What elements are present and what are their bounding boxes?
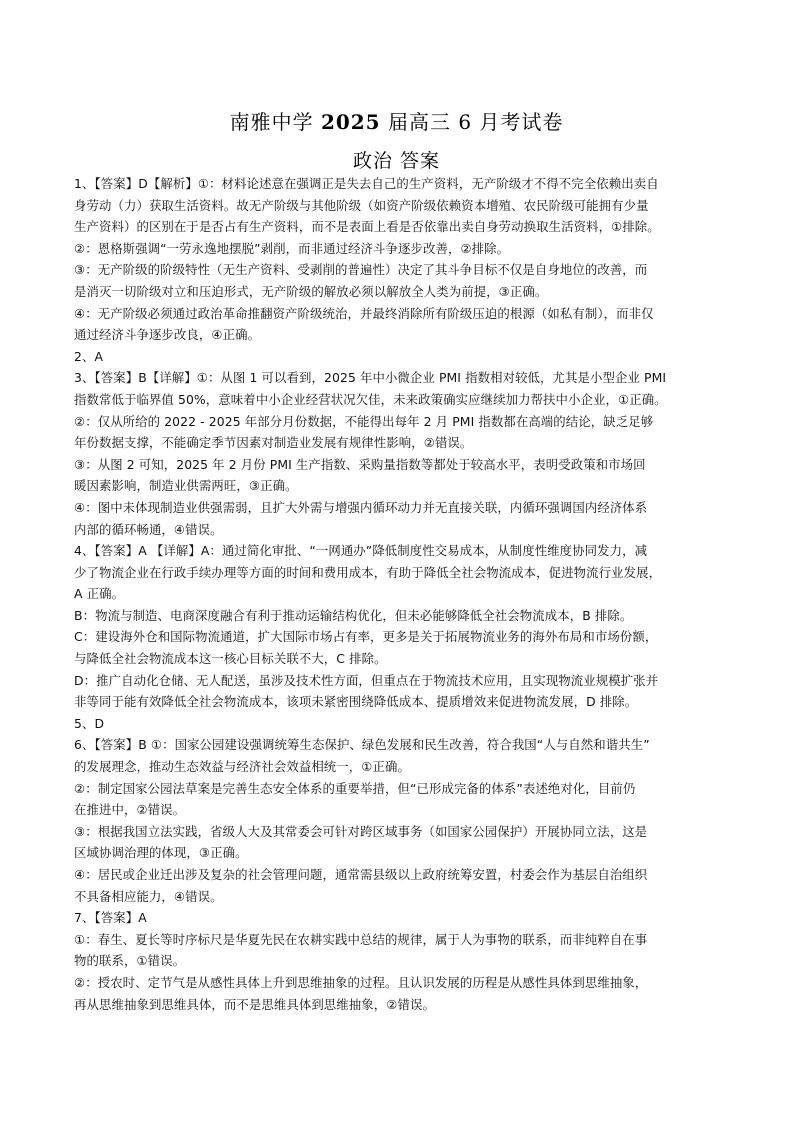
title-school: 南雅中学	[229, 110, 321, 134]
answer-line: ③：根据我国立法实践，省级人大及其常委会可针对跨区域事务（如国家公园保护）开展协同立法，这是	[74, 823, 648, 839]
answer-line: 身劳动（力）获取生活资料。故无产阶级与其他阶级（如资产阶级依赖资本增殖、农民阶级可能拥有少量	[74, 197, 649, 213]
answer-line: 在推进中，②错误。	[74, 802, 186, 818]
answer-line: ①：春生、夏长等时序标尺是华夏先民在农耕实践中总结的规律，属于人为事物的联系，而非纯粹自在事	[74, 931, 648, 947]
page-title	[0, 106, 793, 135]
answer-line: 内部的循环畅通，④错误。	[74, 521, 223, 537]
answer-line: 的发展理念，推动生态效益与经济社会效益相统一，①正确。	[74, 759, 410, 775]
answer-line: ④：无产阶级必须通过政治革命推翻资产阶级统治，并最终消除所有阶级压迫的根源（如私有制），而非仅	[74, 305, 654, 321]
answer-line: D：推广自动化仓储、无人配送，虽涉及技术性方面，但重点在于物流技术应用，且实现物流业规模扩张并	[74, 672, 659, 688]
answer-line: 7、【答案】A	[74, 910, 147, 926]
answer-body	[74, 173, 736, 1015]
answer-line: 3、【答案】B【详解】①：从图 1 可以看到，2025 年中小微企业 PMI 指数相对较低，尤其是小型企业 PMI	[74, 370, 667, 386]
answer-line: 不具备相应能力，④错误。	[74, 888, 223, 904]
title-exam: 届高三 6 月考试卷	[380, 110, 564, 134]
answer-line: ②：仅从所给的 2022 - 2025 年部分月份数据，不能得出每年 2 月 PMI 指数都在高端的结论，缺乏足够	[74, 413, 654, 429]
answer-line: B：物流与制造、电商深度融合有利于推动运输结构优化，但未必能够降低全社会物流成本，B 排除。	[74, 607, 633, 623]
answer-line: 5、D	[74, 715, 105, 731]
answer-line: 暖因素影响，制造业供需两旺，③正确。	[74, 478, 298, 494]
answer-line: 是消灭一切阶级对立和压迫形式，无产阶级的解放必须以解放全人类为前提，③正确。	[74, 283, 548, 299]
answer-line: 再从思维抽象到思维具体，而不是思维具体到思维抽象，②错误。	[74, 996, 435, 1012]
page-subtitle: 政治 答案	[352, 150, 441, 172]
answer-line: 指数常低于临界值 50%，意味着中小企业经营状况欠佳，未来政策确实应继续加力帮扶中小企业，①正确。	[74, 391, 667, 407]
answer-line: 6、【答案】B ①：国家公园建设强调统筹生态保护、绿色发展和民生改善，符合我国“人与自然和谐共生”	[74, 737, 650, 753]
title-year: 2025	[320, 110, 381, 134]
answer-line: 2、A	[74, 348, 104, 364]
answer-line: ③：从图 2 可知，2025 年 2 月份 PMI 生产指数、采购量指数等都处于较高水平，表明受政策和市场回	[74, 456, 646, 472]
answer-line: ②：制定国家公园法草案是完善生态安全体系的重要举措，但“已形成完备的体系”表述绝对化，目前仍	[74, 780, 636, 796]
answer-line: 年份数据支撑，不能确定季节因素对制造业发展有规律性影响，②错误。	[74, 435, 473, 451]
answer-line: ②：授农时、定节气是从感性具体上升到思维抽象的过程。且认识发展的历程是从感性具体到思维抽象，	[74, 974, 648, 990]
answer-line: 4、【答案】A 【详解】A：通过简化审批、“一网通办”降低制度性交易成本，从制度性维度协同发力，减	[74, 543, 648, 559]
answer-line: ④：图中未体现制造业供强需弱，且扩大外需与增强内循环动力并无直接关联，内循环强调国内经济体系	[74, 499, 648, 515]
answer-line: 非等同于能有效降低全社会物流成本，该项未紧密围绕降低成本、提质增效来促进物流发展，D 排除。	[74, 694, 638, 710]
answer-line: 少了物流企业在行政手续办理等方面的时间和费用成本，有助于降低全社会物流成本，促进物流行业发展，	[74, 564, 662, 580]
answer-line: 生产资料）的区别在于是否占有生产资料，而不是表面上看是否依靠出卖自身劳动换取生活资料，①排除。	[74, 219, 660, 235]
answer-line: 与降低全社会物流成本这一核心目标关联不大，C 排除。	[74, 651, 387, 667]
answer-line: 1、【答案】D【解析】①：材料论述意在强调正是失去自己的生产资料，无产阶级才不得不完全依赖出卖自	[74, 176, 659, 191]
answer-line: 通过经济斗争逐步改良，④正确。	[74, 327, 261, 343]
answer-line: C：建设海外仓和国际物流通道，扩大国际市场占有率，更多是关于拓展物流业务的海外布局和市场份额，	[74, 629, 658, 645]
answer-line: ③：无产阶级的阶级特性（无生产资料、受剥削的普遍性）决定了其斗争目标不仅是自身地位的改善，而	[74, 262, 648, 278]
answer-line: 区域协调治理的体现，③正确。	[74, 845, 248, 861]
answer-line: ④：居民或企业迁出涉及复杂的社会管理问题，通常需县级以上政府统筹安置，村委会作为基层自治组织	[74, 867, 648, 882]
answer-line: ②：恩格斯强调“一劳永逸地摆脱”剥削，而非通过经济斗争逐步改善，②排除。	[74, 240, 510, 256]
answer-line: A 正确。	[74, 586, 125, 602]
answer-line: 物的联系，①错误。	[74, 953, 186, 969]
